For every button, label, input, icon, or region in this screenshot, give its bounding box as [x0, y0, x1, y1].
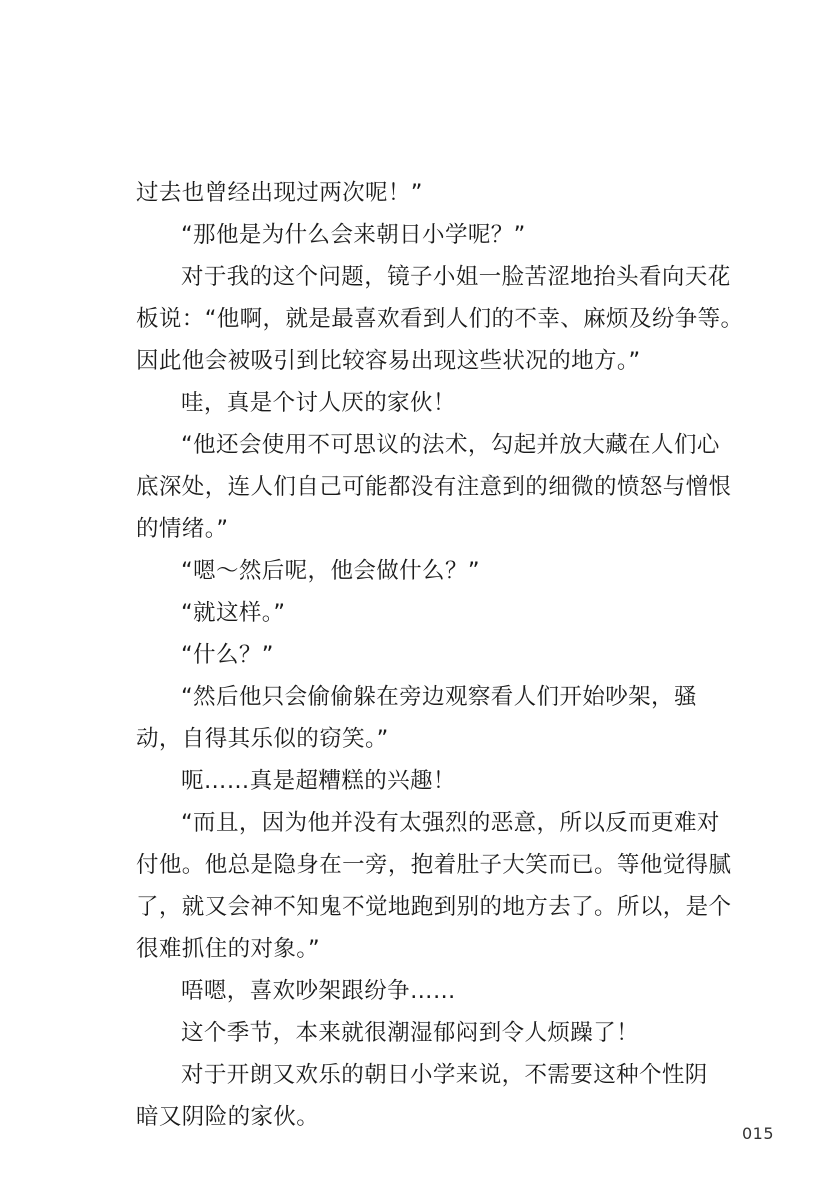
text-line: “就这样。” [181, 600, 286, 626]
text-line: “什么？” [181, 642, 274, 668]
text-line: “他还会使用不可思议的法术，勾起并放大藏在人们心 [181, 432, 720, 458]
text-line: 暗又阴险的家伙。 [136, 1104, 320, 1130]
text-line: 呃……真是超糟糕的兴趣！ [181, 768, 456, 794]
text-line: 很难抓住的对象。” [136, 936, 321, 962]
text-line: “那他是为什么会来朝日小学呢？” [181, 222, 526, 248]
text-line: 这个季节，本来就很潮湿郁闷到令人烦躁了！ [181, 1020, 640, 1046]
text-line: “嗯～然后呢，他会做什么？” [181, 558, 480, 584]
text-line: 板说：“他啊，就是最喜欢看到人们的不幸、麻烦及纷争等。 [136, 306, 744, 332]
text-line: 因此他会被吸引到比较容易出现这些状况的地方。” [136, 348, 641, 374]
text-line: “而且，因为他并没有太强烈的恶意，所以反而更难对 [181, 810, 720, 836]
text-line: 过去也曾经出现过两次呢！” [136, 180, 423, 206]
text-line: 唔嗯，喜欢吵架跟纷争…… [181, 978, 456, 1004]
text-line: 对于开朗又欢乐的朝日小学来说，不需要这种个性阴 [181, 1062, 708, 1088]
text-line: 底深处，连人们自己可能都没有注意到的细微的愤怒与憎恨 [136, 474, 732, 500]
text-line: 付他。他总是隐身在一旁，抱着肚子大笑而已。等他觉得腻 [136, 852, 732, 878]
text-line: 了，就又会神不知鬼不觉地跑到别的地方去了。所以，是个 [136, 894, 732, 920]
text-line: 对于我的这个问题，镜子小姐一脸苦涩地抬头看向天花 [181, 264, 731, 290]
text-line: “然后他只会偷偷躲在旁边观察看人们开始吵架，骚 [181, 684, 697, 710]
text-line: 动，自得其乐似的窃笑。” [136, 726, 389, 752]
body-text [136, 172, 744, 1138]
text-line: 的情绪。” [136, 516, 229, 542]
page-number: 015 [742, 1124, 775, 1143]
text-line: 哇，真是个讨人厌的家伙！ [181, 390, 456, 416]
